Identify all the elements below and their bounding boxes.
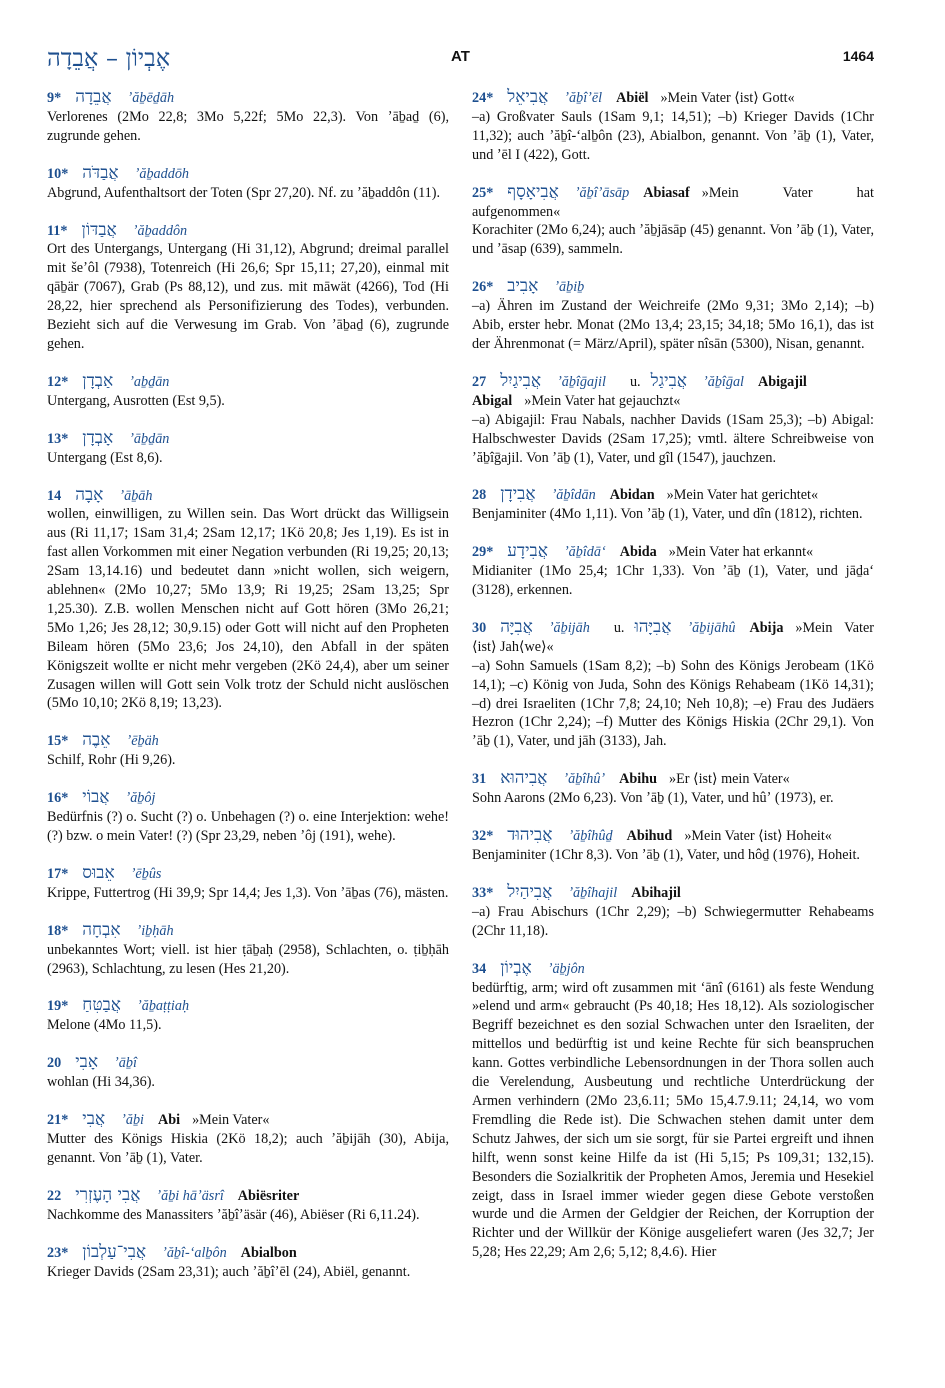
right-column — [472, 88, 874, 1280]
transliteration: ʼăḇēḏāh — [127, 90, 175, 106]
hebrew-word: אֲבַטִּחַ — [82, 995, 122, 1016]
proper-name: Abidan — [609, 487, 655, 504]
proper-name: Abiësriter — [237, 1187, 300, 1204]
dictionary-entry — [472, 183, 874, 260]
entry-headline — [472, 277, 874, 297]
page-number: 1464 — [842, 48, 874, 64]
entry-number: 24* — [472, 90, 494, 106]
entry-headline — [47, 486, 449, 506]
transliteration: ʼäḇjôn — [547, 960, 585, 977]
entry-number: 15* — [47, 733, 69, 750]
entry-definition: Untergang (Est 8,6). — [47, 449, 163, 466]
name-meaning: »Mein Vater hat gejauchzt« — [524, 392, 681, 409]
entry-headline — [472, 183, 874, 222]
entry-headline — [472, 959, 874, 979]
entry-definition: Krieger Davids (2Sam 23,31); auch ʼăḇîʼēl (24), Abiël, genannt. — [47, 1263, 411, 1280]
name-meaning: »Mein Vater« — [192, 1112, 270, 1129]
entry-definition: Bedürfnis (?) o. Sucht (?) o. Unbehagen (?) o. eine Interjektion: wehe! (?) bzw. o mein Vater! (?) (Spr 23,29, neben ʼôj (191), wehe). — [47, 809, 449, 844]
entry-definition: unbekanntes Wort; viell. ist hier ṭāḇaḥ (2958), Schlachten, o. ṭiḇḥāh (2963), Schlachtung, zu lesen (Hes 21,20). — [47, 941, 449, 977]
transliteration: ʼăḇi — [121, 1112, 144, 1129]
hebrew-word: אֲבִי־עַלְבוֹן — [82, 1241, 147, 1262]
entry-definition: Abgrund, Aufenthaltsort der Toten (Spr 27,20). Nf. zu ʼăḇaddôn (11). — [47, 184, 441, 201]
dictionary-entry — [47, 164, 449, 203]
entry-number: 11* — [47, 222, 68, 239]
transliteration: ʼăḇaṭṭiaḥ — [137, 998, 190, 1015]
hebrew-word: אָבָה — [75, 484, 104, 505]
entry-number: 22 — [47, 1187, 62, 1204]
entry-definition: –a) Frau Abischurs (1Chr 2,29); –b) Schwiegermutter Rehabeams (2Chr 11,18). — [472, 903, 874, 939]
dictionary-entry — [47, 1243, 449, 1282]
entry-number: 25* — [472, 184, 494, 201]
entry-definition: wohlan (Hi 34,36). — [47, 1074, 155, 1091]
dictionary-entry — [472, 88, 874, 165]
entry-definition: Midianiter (1Mo 25,4; 1Chr 1,33). Von ʼāḇ (1), Vater, und jāḏaʻ (3128), erkennen. — [472, 563, 874, 599]
entry-headline — [472, 88, 874, 108]
dictionary-entry — [472, 883, 874, 941]
hebrew-word: אֶבְיוֹן — [500, 957, 532, 978]
hebrew-word: אָבְדָן — [82, 427, 114, 448]
entry-number: 20 — [47, 1055, 62, 1072]
hebrew-word: אִבְחָה — [82, 919, 121, 940]
hebrew-word: אָבִי — [75, 1052, 99, 1073]
hebrew-word: אֲבוֹי — [82, 787, 110, 808]
name-meaning: »Mein Vater hat gerichtet« — [666, 487, 819, 504]
entry-definition: Benjaminiter (1Chr 8,3). Von ʼāḇ (1), Vater, und hôḏ (1976), Hoheit. — [472, 847, 860, 863]
name-meaning: »Mein Vater hat erkannt« — [668, 544, 814, 561]
hebrew-word: אָבִיב — [507, 276, 539, 297]
entry-definition: –a) Großvater Sauls (1Sam 9,1; 14,51); –b) Krieger Davids (1Chr 11,32); auch ʼăḇî-ʻalḇôn (23), Abialbon, genannt. Von ʼāḇ (1), Vater, und ʼēl I (422), Gott. — [472, 108, 874, 163]
entry-number: 23* — [47, 1244, 69, 1261]
dictionary-entry — [472, 485, 874, 524]
proper-name: Abiël — [616, 90, 649, 106]
hebrew-word: אֲבִידָע — [507, 541, 548, 562]
proper-name: Abiasaf — [643, 184, 690, 201]
transliteration: ʼăḇî-ʻalḇôn — [162, 1244, 227, 1261]
entry-headline — [47, 1053, 449, 1073]
page-header — [47, 44, 874, 74]
hebrew-word: אֲבִיאֵל — [507, 87, 549, 107]
entry-headline — [47, 1243, 449, 1263]
dictionary-entry — [472, 769, 874, 808]
proper-name-variant: Abigal — [472, 392, 513, 409]
dictionary-entry — [472, 959, 874, 1263]
hebrew-word: אֲבִיאָסָף — [507, 181, 559, 202]
entry-number: 18* — [47, 922, 69, 939]
proper-name: Abihajil — [631, 884, 681, 901]
transliteration: ʼaḇḏān — [129, 373, 170, 390]
dictionary-entry — [472, 372, 874, 468]
entry-definition: Schilf, Rohr (Hi 9,26). — [47, 752, 176, 769]
entry-number: 28 — [472, 487, 487, 504]
entry-number: 10* — [47, 165, 69, 182]
transliteration: ʼāḇî — [114, 1055, 137, 1072]
entry-number: 14 — [47, 487, 62, 504]
transliteration: ʼăḇi hāʼäsrî — [156, 1187, 224, 1204]
entry-number: 33* — [472, 884, 494, 901]
header-section: AT — [451, 48, 470, 65]
transliteration: ʼăḇîdān — [551, 487, 596, 504]
transliteration: ʼăḇîʼāsāp — [574, 184, 630, 201]
entry-definition: –a) Ähren im Zustand der Weichreife (2Mo 9,31; 3Mo 2,14); –b) Abib, erster hebr. Monat (2Mo 13,4; 23,15; 34,18; 5Mo 16,1), das ist der Ährenmonat (= März/April), später nîsān (5300), Nisan, genannt. — [472, 298, 874, 352]
dictionary-entry — [47, 429, 449, 468]
entry-definition: –a) Abigajil: Frau Nabals, nachher Davids (1Sam 25,3); –b) Abigal: Halbschwester Davids (2Sam 17,25); vmtl. ältere Schreibweise von ʼăḇîḡajil. Von ʼāḇ (1), Vater, und gîl (1547), jauchzen. — [472, 411, 874, 466]
hebrew-word: אֲבַדֹּה — [82, 162, 119, 183]
entry-definition: Mutter des Königs Hiskia (2Kö 18,2); auch ʼăḇijāh (30), Abija, genannt. Von ʼāḇ (1), Vater. — [47, 1130, 449, 1166]
hebrew-word: אֲבִיהוּד — [507, 825, 553, 846]
proper-name: Abigajil — [757, 373, 807, 390]
entry-number: 27 — [472, 373, 487, 390]
name-meaning: »Mein Vater ⟨ist⟩ Hoheit« — [684, 828, 832, 845]
entry-headline — [47, 1186, 449, 1206]
transliteration: ʼiḇḥāh — [136, 922, 174, 939]
transliteration-variant: ʼăḇîḡal — [703, 373, 744, 390]
entry-number: 9* — [47, 90, 62, 106]
entry-definition: Nachkomme des Manassiters ʼăḇîʼäsär (46), Abiëser (Ri 6,11.24). — [47, 1206, 420, 1223]
hebrew-word: אַבְדָן — [82, 370, 114, 391]
entry-definition: Ort des Untergangs, Untergang (Hi 31,12), Abgrund; dreimal parallel mit šeʼôl (7938), Totenreich (Hi 26,6; Spr 15,11; 27,20), einmal mit qāḇär (7067), Grab (Ps 88,12), und zus. mit māwät (4266), Tod (Hi 28,22, hier sprechend als Personifizierung des Todes), verbunden. Bezieht sich auf die Verwesung im Grab. Von ʼāḇaḏ (6), zugrunde gehen. — [47, 241, 449, 352]
entry-number: 16* — [47, 790, 69, 807]
entry-definition: wollen, einwilligen, zu Willen sein. Das Wort drückt das Willigsein aus (Ri 11,17; 1Sam 31,4; 2Sam 12,17; 1Kö 20,8; Jes 1,19). Es ist in fast allen Vorkommen mit einer Negation verbunden (Ri 19,25; 20,13; 2Sam 13,14.16) und bedeutet dann »nicht wollen, sich weigern, ablehnen« (2Mo 10,27; 5Mo 13,9; Ri 19,25; 2Sam 13,25; Spr 1,25.30). Z.B. wollen Menschen nicht auf Gott hören (3Mo 26,21; 5Mo 1,26; Jes 28,12; 30,9.15) oder Gott will nicht auf den Propheten Bileam hören (5Mo 23,6; Jos 24,10), den Abfall in der späten Königszeit wollte er nicht mehr vergeben (2Kö 24,4), aber um seiner Zusagen willen will Gott sein Volk trotz der Schuld nicht auslöschen (5Mo 10,10; 2Kö 8,19; 13,23). — [47, 506, 449, 712]
dictionary-entry — [472, 826, 874, 865]
dictionary-entry — [47, 486, 449, 714]
entry-definition: bedürftig, arm; wird oft zusammen mit ʻānî (6161) als feste Wendung »elend und arm« gebraucht (Ps 40,18; Hes 18,12). Als soziologischer Begriff bezeichnet es den sozial Schwachen unter den Israeliten, der mittellos und bedürftig ist und keine Rechte für sich beanspruchen kann. Gottes verbindliche Lebensordnungen in der Thora sollen auch die Verelendung, Ausbeutung und rechtliche Unterdrückung der Armen verhindern (2Mo 23,6.11; 5Mo 15,4.7.9.11; 24,14, wo vom Fremdling die Rede ist). Die Schwachen stehen damit unter dem Schutz Jahwes, der sich um sie sorgt, für sie Partei ergreift und ihnen hilft, wenn sonst keine Hilfe da ist (Hi 5,15; Ps 109,31; 132,15). Besonders die Sozialkritik der Propheten Amos, Jeremia und Hesekiel zeigt, dass in Israel immer wieder gegen diese Gebote verstoßen wurde und die Armen der Geldgier der Reichen, der Korruption der Richter und der Willkür der Könige ausgeliefert waren (Jes 32,7; Jer 5,28; Hes 22,29; Am 2,6; 5,12; 8,4.6). Hier — [472, 979, 874, 1261]
entry-definition: Verlorenes (2Mo 22,8; 3Mo 5,22f; 5Mo 22,3). Von ʼāḇaḏ (6), zugrunde gehen. — [47, 108, 449, 144]
transliteration: ʼāḇḏān — [129, 430, 170, 447]
entry-number: 17* — [47, 865, 69, 882]
hebrew-word: אֲבִיָּה — [500, 616, 533, 637]
entry-headline — [472, 485, 874, 505]
transliteration: ʼăḇîdāʻ — [563, 544, 606, 561]
entry-headline — [472, 826, 874, 846]
dictionary-entry — [472, 542, 874, 600]
entry-headline — [47, 1110, 449, 1130]
transliteration: ʼāḇiḇ — [554, 279, 585, 296]
transliteration: ʼēḇäh — [126, 733, 159, 750]
transliteration: ʼăḇîhajil — [568, 884, 618, 901]
entry-headline — [47, 996, 449, 1016]
name-meaning: »Mein Vater hat aufgenommen« — [472, 184, 874, 220]
transliteration: ʼēḇûs — [130, 865, 162, 882]
transliteration: ʼăḇaddôn — [132, 222, 188, 239]
hebrew-word: אֲבִיהוּא — [500, 768, 548, 789]
hebrew-word: אֵבוּס — [82, 862, 115, 883]
transliteration: ʼăḇaddōh — [134, 165, 190, 182]
left-column — [47, 88, 449, 1299]
entry-headline — [472, 542, 874, 562]
transliteration: ʼăḇîhûʼ — [563, 771, 606, 788]
entry-definition: Melone (4Mo 11,5). — [47, 1017, 162, 1034]
dictionary-entry — [47, 372, 449, 411]
header-hebrew-range: אֶבְיוֹן – אֲבֵדָה — [47, 44, 171, 72]
entry-headline — [47, 88, 449, 108]
entry-headline — [472, 769, 874, 789]
transliteration: ʼăḇôj — [125, 790, 156, 807]
dictionary-entry — [47, 1053, 449, 1092]
entry-headline — [47, 221, 449, 241]
hebrew-word: אֲבִי הָעֶזְרִי — [75, 1184, 141, 1205]
hebrew-word: אֲבַדּוֹן — [81, 219, 117, 240]
entry-number: 19* — [47, 998, 69, 1015]
dictionary-entry — [47, 788, 449, 846]
name-meaning: »Er ⟨ist⟩ mein Vater« — [669, 771, 790, 788]
entry-number: 31 — [472, 771, 487, 788]
entry-definition: –a) Sohn Samuels (1Sam 8,2); –b) Sohn des Königs Jerobeam (1Kö 14,1); –c) König von Juda, Sohn des Königs Rehabeam (1Kö 14,31); –d) drei Israeliten (1Chr 7,8; 24,10; Neh 10,8); –e) Frau des Judäers Hezron (1Chr 2,24); –f) Mutter des Königs Hiskia (2Chr 29,1). Von ʼāḇ (1), Vater, und jāh (3133), Jah. — [472, 657, 874, 750]
transliteration-variant: ʼăḇijāhû — [687, 619, 736, 636]
dictionary-entry — [47, 88, 449, 146]
name-meaning: »Mein Vater ⟨ist⟩ Gott« — [660, 90, 795, 106]
hebrew-word: אֲבִיהַיִל — [507, 881, 553, 902]
hebrew-word-variant: אֲבִיָּהוּ — [634, 616, 672, 637]
hebrew-word: אֲבֵדָה — [75, 87, 112, 107]
hebrew-word: אֲבִיגַיִל — [500, 370, 542, 391]
hebrew-word: אֵבֶה — [82, 730, 111, 751]
proper-name: Abija — [749, 619, 784, 636]
proper-name: Abialbon — [240, 1244, 297, 1261]
entry-headline — [472, 372, 874, 411]
entry-definition: Untergang, Ausrotten (Est 9,5). — [47, 392, 225, 409]
entry-definition: Korachiter (2Mo 6,24); auch ʼăḇjāsāp (45) genannt. Von ʼāḇ (1), Vater, und ʼāsap (639), sammeln. — [472, 222, 874, 258]
proper-name: Abi — [158, 1112, 181, 1129]
entry-number: 29* — [472, 544, 494, 561]
entry-headline — [472, 883, 874, 903]
dictionary-entry — [47, 1110, 449, 1168]
entry-headline — [47, 864, 449, 884]
entry-headline — [47, 731, 449, 751]
entry-headline — [47, 164, 449, 184]
transliteration: ʼāḇāh — [119, 487, 153, 504]
entry-number: 34 — [472, 960, 487, 977]
dictionary-entry — [472, 277, 874, 354]
proper-name: Abihu — [619, 771, 658, 788]
entry-definition: Benjaminiter (4Mo 1,11). Von ʼāḇ (1), Vater, und dîn (1812), richten. — [472, 506, 863, 523]
dictionary-entry — [47, 864, 449, 903]
hebrew-word: אֲבִידָן — [500, 484, 536, 505]
entry-headline — [47, 429, 449, 449]
entry-headline — [47, 372, 449, 392]
transliteration: ʼăḇîhûḏ — [568, 828, 613, 845]
entry-definition: Krippe, Futtertrog (Hi 39,9; Spr 14,4; Jes 1,3). Von ʼāḇas (76), mästen. — [47, 884, 449, 901]
proper-name: Abida — [619, 544, 657, 561]
transliteration: ʼăḇijāh — [548, 619, 590, 636]
conjunction: u. — [613, 619, 625, 636]
dictionary-entry — [47, 731, 449, 770]
entry-number: 30 — [472, 619, 487, 636]
entry-headline — [47, 921, 449, 941]
dictionary-entry — [47, 921, 449, 979]
dictionary-entry — [47, 221, 449, 354]
name-meaning: »Mein Vater ⟨ist⟩ Jah⟨we⟩« — [472, 619, 874, 655]
conjunction: u. — [629, 373, 641, 390]
entry-number: 13* — [47, 430, 69, 447]
entry-number: 32* — [472, 828, 494, 845]
hebrew-word-variant: אֲבִיגַל — [650, 370, 687, 391]
hebrew-word: אֲבִי — [82, 1109, 106, 1130]
entry-number: 12* — [47, 373, 69, 390]
dictionary-entry — [472, 618, 874, 751]
proper-name: Abihud — [626, 828, 673, 845]
transliteration: ʼăḇîḡajil — [557, 373, 606, 390]
entry-headline — [47, 788, 449, 808]
entry-headline — [472, 618, 874, 657]
dictionary-entry — [47, 1186, 449, 1225]
dictionary-entry — [47, 996, 449, 1035]
entry-definition: Sohn Aarons (2Mo 6,23). Von ʼāḇ (1), Vater, und hûʼ (1973), er. — [472, 790, 834, 807]
transliteration: ʼăḇîʼēl — [564, 90, 603, 106]
entry-number: 26* — [472, 279, 494, 296]
entry-number: 21* — [47, 1112, 69, 1129]
